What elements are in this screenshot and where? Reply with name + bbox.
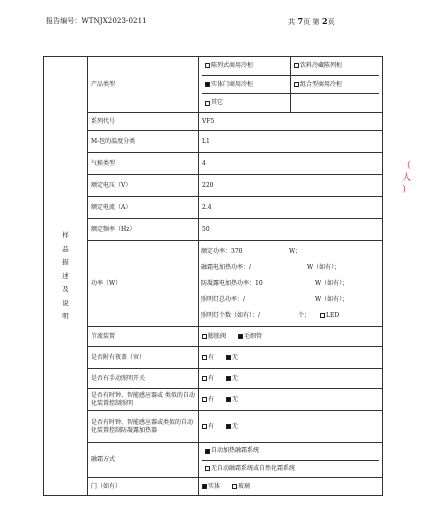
row-auto-anticond: 是否有时钟、智能感应器或类似的自动化装置控制防凝露加热器 有 无 — [44, 411, 383, 443]
row-door: 门（如有） 实体 玻璃 — [44, 478, 383, 496]
checkbox-icon[interactable] — [202, 424, 207, 429]
checkbox-checked-icon[interactable] — [238, 334, 243, 339]
red-stamp-mark: （ 人 ） — [402, 161, 412, 195]
checkbox-icon[interactable] — [202, 376, 207, 381]
checkbox-icon[interactable] — [320, 313, 325, 318]
checkbox-checked-icon[interactable] — [226, 424, 231, 429]
checkbox-icon[interactable] — [205, 466, 210, 471]
checkbox-checked-icon[interactable] — [226, 355, 231, 360]
checkbox-checked-icon[interactable] — [205, 82, 210, 87]
row-climate: 气候类型 4 — [44, 153, 383, 175]
row-defrost-mode: 融霜方式 自动加热融霜系统 无自动融霜系统或自然化霜系统 — [44, 443, 383, 478]
checkbox-icon[interactable] — [202, 397, 207, 402]
checkbox-icon[interactable] — [294, 82, 299, 87]
checkbox-icon[interactable] — [232, 484, 237, 489]
row-voltage: 额定电压（V） 220 — [44, 175, 383, 197]
checkbox-checked-icon[interactable] — [202, 484, 207, 489]
product-type-options: 陈列式商用冷柜 饮料冷藏陈列柜 实体门商用冷柜 组合型商用冷柜 其它 — [199, 57, 383, 113]
row-current: 额定电流（A） 2.4 — [44, 197, 383, 219]
row-manual-light: 是否有手动照明开关 有 无 — [44, 369, 383, 389]
checkbox-icon[interactable] — [205, 101, 210, 106]
row-product-type — [44, 57, 383, 113]
side-title: 样 品 描 述 及 说 明 — [44, 57, 88, 496]
row-series-code: 系列代号 VF5 — [44, 113, 383, 131]
checkbox-icon[interactable] — [202, 355, 207, 360]
label-product-type: 产品类型 — [88, 57, 199, 113]
power-details: 额定功率： 370 W； 融霜电加热功率： / W（如有）； 防凝露电加热功率： 10 W（如有）； 照明灯总功率： / W（如有）； 照明灯个数（如有）： / 个； LED — [199, 241, 383, 327]
row-auto-light: 是否有时钟、智能感应器或 类似的自动化装置控制照明 有 无 — [44, 389, 383, 411]
row-m-pack: M-包的温度分类 L1 — [44, 131, 383, 153]
checkbox-icon[interactable] — [294, 63, 299, 68]
row-night-cover: 是否附有夜盖（帘） 有 无 — [44, 347, 383, 369]
checkbox-checked-icon[interactable] — [226, 376, 231, 381]
row-power: 功率（W） 额定功率： 370 W； 融霜电加热功率： / W（如有）； 防凝露电加热功率： 10 W（如有）； 照明灯总功率： / W（如有）； 照明灯个数（如有）： / 个； LED — [44, 241, 383, 327]
report-number: 报告编号：WTNJX2023-0211 — [46, 17, 147, 25]
checkbox-checked-icon[interactable] — [205, 449, 210, 454]
sample-description-table — [43, 56, 383, 496]
checkbox-icon[interactable] — [202, 334, 207, 339]
page-indicator: 共 7页 第 2页 — [288, 16, 335, 26]
checkbox-icon[interactable] — [205, 63, 210, 68]
row-frequency: 额定频率（Hz） 50 — [44, 219, 383, 241]
row-throttle: 节流装置 膨胀阀 毛细管 — [44, 327, 383, 347]
checkbox-checked-icon[interactable] — [226, 397, 231, 402]
